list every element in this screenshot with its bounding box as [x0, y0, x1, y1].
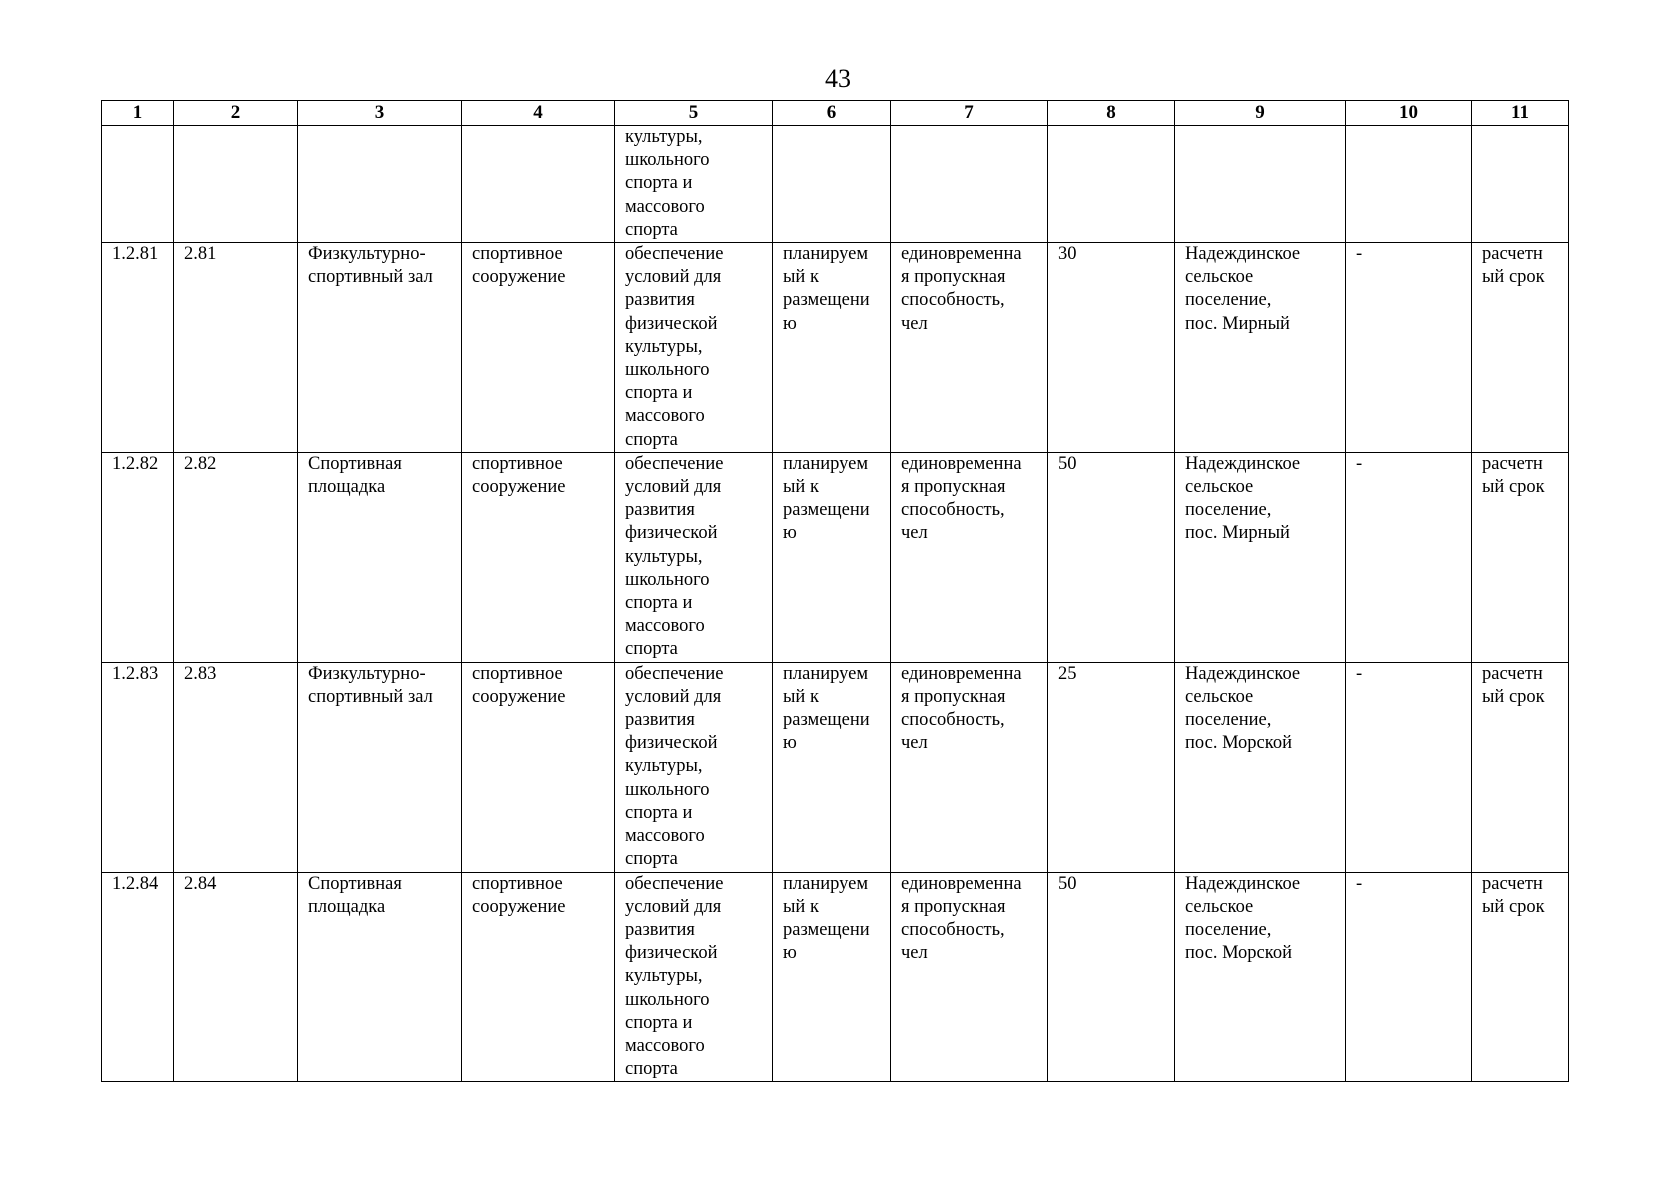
table-cell: спортивное сооружение: [462, 662, 615, 872]
table-row: [102, 243, 1569, 453]
table-cell: 1.2.83: [102, 662, 174, 872]
table-row: [102, 662, 1569, 872]
column-header: 4: [462, 101, 615, 126]
table-cell: 50: [1048, 452, 1175, 662]
table-cell: планируем ый к размещени ю: [773, 872, 891, 1082]
column-header: 10: [1346, 101, 1472, 126]
table-cell: 1.2.81: [102, 243, 174, 453]
table-cell: [1346, 126, 1472, 243]
table-cell: 1.2.82: [102, 452, 174, 662]
table-cell: 2.81: [174, 243, 298, 453]
table-cell: обеспечение условий для развития физической культуры, школьного спорта и массового спорта: [615, 662, 773, 872]
table-cell: обеспечение условий для развития физической культуры, школьного спорта и массового спорта: [615, 872, 773, 1082]
table-cell: единовременна я пропускная способность, чел: [891, 872, 1048, 1082]
table-cell: Надеждинское сельское поселение, пос. Мирный: [1175, 243, 1346, 453]
column-header: 11: [1472, 101, 1569, 126]
column-header: 1: [102, 101, 174, 126]
table-cell: -: [1346, 872, 1472, 1082]
table-cell: Физкультурно- спортивный зал: [298, 662, 462, 872]
table-cell: Надеждинское сельское поселение, пос. Морской: [1175, 662, 1346, 872]
table-cell: планируем ый к размещени ю: [773, 662, 891, 872]
table-cell: [891, 126, 1048, 243]
column-header: 3: [298, 101, 462, 126]
table-cell: обеспечение условий для развития физической культуры, школьного спорта и массового спорта: [615, 452, 773, 662]
table-cell: [174, 126, 298, 243]
page-number: 43: [825, 64, 851, 93]
table-cell: 2.84: [174, 872, 298, 1082]
column-header: 9: [1175, 101, 1346, 126]
table-cell: спортивное сооружение: [462, 872, 615, 1082]
table-cell: [298, 126, 462, 243]
table-header-row: [102, 101, 1569, 126]
table-cell: планируем ый к размещени ю: [773, 452, 891, 662]
table-row-continuation: [102, 126, 1569, 243]
table-cell: [462, 126, 615, 243]
table-cell: культуры, школьного спорта и массового спорта: [615, 126, 773, 243]
table-cell: -: [1346, 243, 1472, 453]
table-cell: [1175, 126, 1346, 243]
table-cell: обеспечение условий для развития физической культуры, школьного спорта и массового спорта: [615, 243, 773, 453]
table-cell: Спортивная площадка: [298, 872, 462, 1082]
table-cell: спортивное сооружение: [462, 452, 615, 662]
table-row: [102, 872, 1569, 1082]
table-cell: 50: [1048, 872, 1175, 1082]
table-cell: 2.83: [174, 662, 298, 872]
table-row: [102, 452, 1569, 662]
column-header: 5: [615, 101, 773, 126]
table-cell: расчетн ый срок: [1472, 243, 1569, 453]
table-cell: единовременна я пропускная способность, чел: [891, 662, 1048, 872]
table-cell: планируем ый к размещени ю: [773, 243, 891, 453]
table-cell: [1048, 126, 1175, 243]
table-cell: 30: [1048, 243, 1175, 453]
table-cell: 25: [1048, 662, 1175, 872]
table-cell: [1472, 126, 1569, 243]
table-cell: спортивное сооружение: [462, 243, 615, 453]
table-cell: [102, 126, 174, 243]
table-cell: [773, 126, 891, 243]
table-cell: расчетн ый срок: [1472, 662, 1569, 872]
table-cell: Физкультурно- спортивный зал: [298, 243, 462, 453]
table-cell: 1.2.84: [102, 872, 174, 1082]
table-cell: расчетн ый срок: [1472, 452, 1569, 662]
table-cell: Надеждинское сельское поселение, пос. Мирный: [1175, 452, 1346, 662]
column-header: 2: [174, 101, 298, 126]
table-cell: 2.82: [174, 452, 298, 662]
table-cell: -: [1346, 662, 1472, 872]
table-cell: единовременна я пропускная способность, чел: [891, 452, 1048, 662]
table-cell: -: [1346, 452, 1472, 662]
table-cell: Спортивная площадка: [298, 452, 462, 662]
table-cell: Надеждинское сельское поселение, пос. Морской: [1175, 872, 1346, 1082]
column-header: 8: [1048, 101, 1175, 126]
table-cell: единовременна я пропускная способность, чел: [891, 243, 1048, 453]
document-table: [101, 100, 1569, 1082]
column-header: 7: [891, 101, 1048, 126]
column-header: 6: [773, 101, 891, 126]
table-cell: расчетн ый срок: [1472, 872, 1569, 1082]
